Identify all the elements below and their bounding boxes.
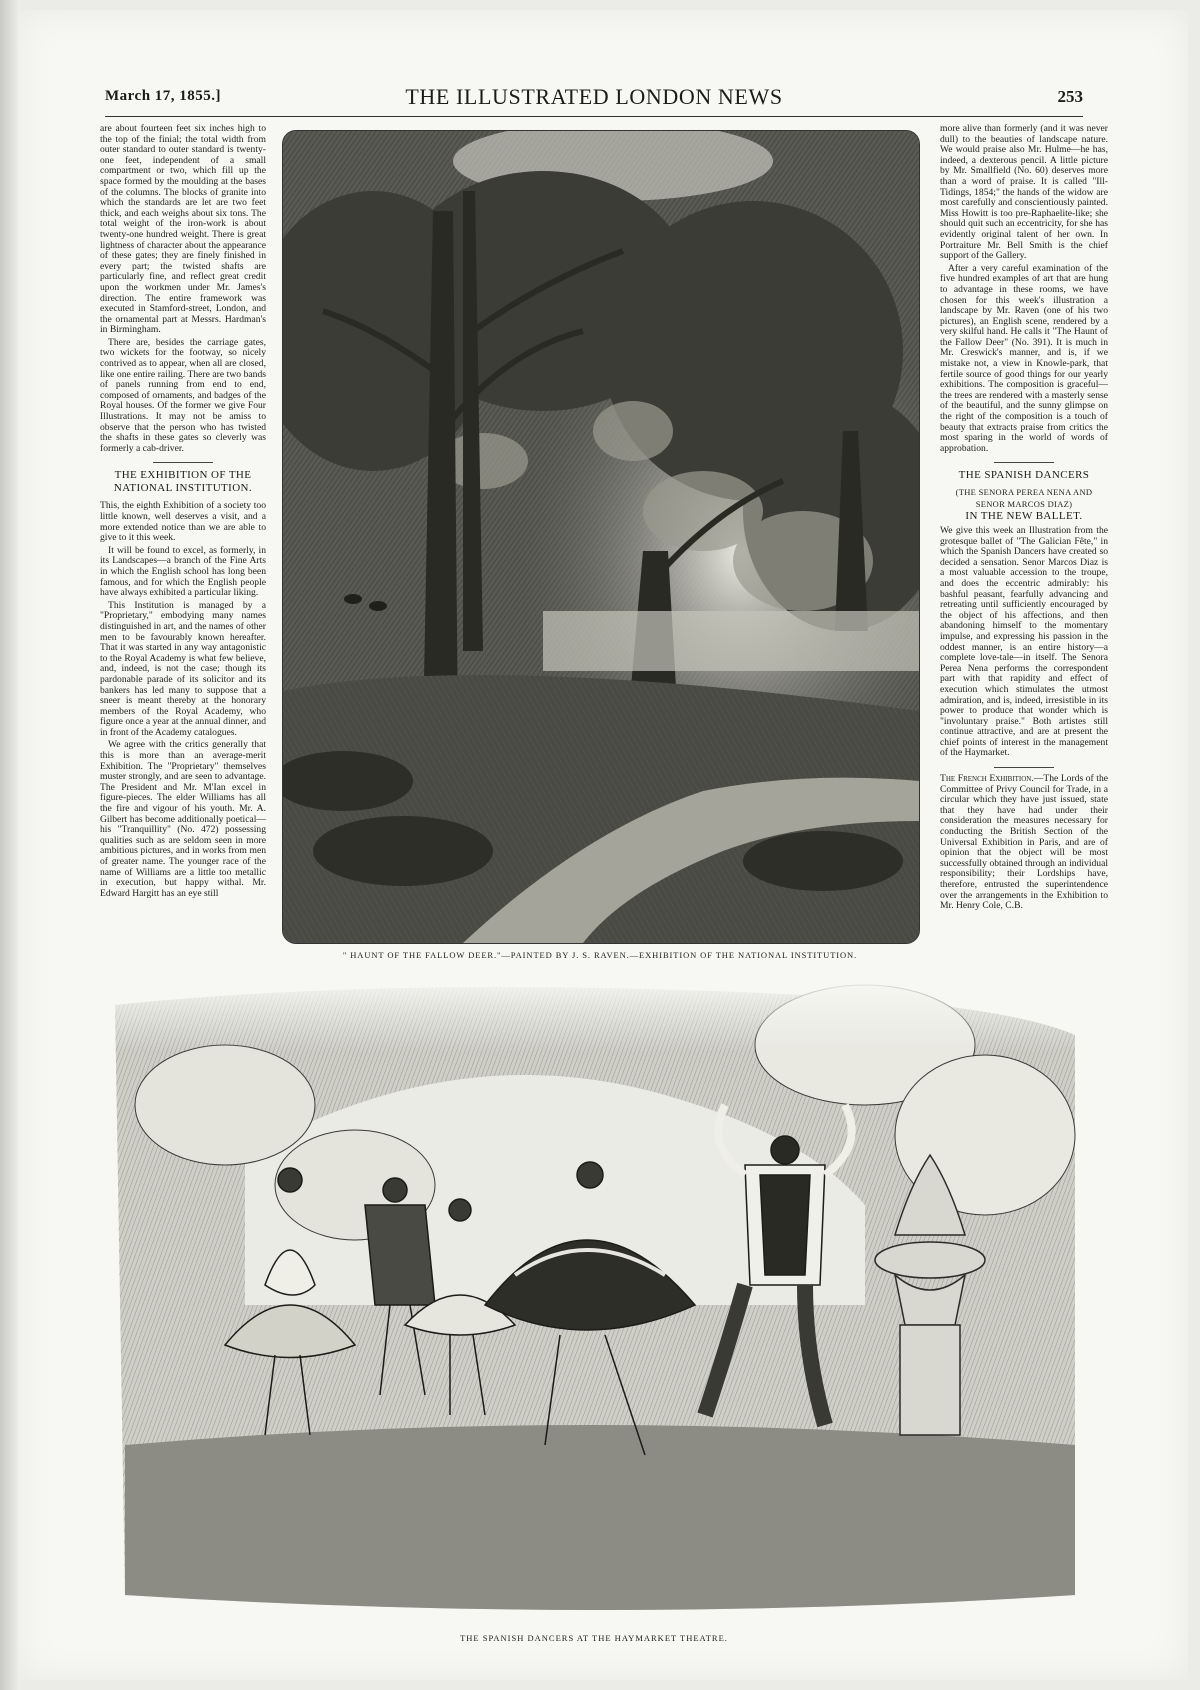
french-exhibition-body: —The Lords of the Committee of Privy Council for Trade, in a circular which they have just issued, state that they have had under their consideration the measures necessary for conducting the British Section of the Universal Exhibition in Paris, and are of opinion that the object will be most successfully obtained through an individual responsibility; their Lordships have, therefore, entrusted the superintendence over the arrangements in the Exhibition to Mr. Henry Cole, C.B. bbox=[940, 773, 1108, 912]
exhibition-paragraph-4: We agree with the critics generally that this is more than an average-merit Exhibition. The "Proprietary" themselves muster strongly, and are seen to advantage. The President and Mr. M'Ian excel in figure-pieces. The elder Williams has all the fire and vigour of his youth. Mr. A. Gilbert has become additionally poetical—his "Tranquillity" (No. 472) possessing qualities such as are seldom seen in more ambitious pictures, and in works from men of greater name. The younger race of the name of Williams are a little too metallic in execution, but happy withal. Mr. Edward Hargitt has an eye still bbox=[100, 739, 266, 899]
landscape-engraving bbox=[282, 130, 920, 944]
gates-paragraph-1: are about fourteen feet six inches high to the top of the finial; the total width from outer standard to outer standard is twenty-one feet, independent of a small compartment or two, which fill up the space formed by the moulding at the bases of the columns. The blocks of granite into which the standards are let are two feet thick, and each weighs about six tons. The total weight of the iron-work is about twenty-one hundred weight. There is great lightness of character about the appearance of these gates; they are finely finished in every part; the twisted shafts are particularly fine, and reflect great credit upon the workmen under Mr. James's direction. The entire framework was executed in Stamford-street, London, and the ornamental part at Messrs. Hardman's in Birmingham. bbox=[100, 123, 266, 336]
section-divider bbox=[153, 462, 213, 463]
left-text-column bbox=[100, 124, 266, 901]
exhibition-paragraph-2: It will be found to excel, as formerly, in its Landscapes—a branch of the Fine Arts in which the English school has long been famous, and for which the English people have always exhibited a particular liking. bbox=[100, 544, 266, 599]
dancers-subheading-1: (THE SENORA PEREA NENA AND bbox=[955, 487, 1093, 498]
french-exhibition-paragraph bbox=[940, 774, 1108, 912]
exhibition-heading-line2: NATIONAL INSTITUTION. bbox=[113, 482, 253, 495]
review-paragraph-1: more alive than formerly (and it was never dull) to the beauties of landscape nature. We would praise also Mr. Hulme—he has, indeed, a dexterous pencil. A little picture by Mr. Smallfield (No. 60) deserves more than a word of praise. It is called "Ill-Tidings, 1854;" the hands of the widow are most carefully and conscientiously painted. Miss Howitt is too pre-Raphaelite-like; she should quit such an eccentricity, for she has evidently original talent of her own. In Portraiture Mr. Bell Smith is the chief support of the Gallery. bbox=[940, 123, 1108, 262]
section-divider bbox=[994, 462, 1054, 463]
exhibition-heading-line1: THE EXHIBITION OF THE bbox=[114, 469, 252, 482]
gates-paragraph-2: There are, besides the carriage gates, two wickets for the footway, so nicely contrived as to appear, when all are closed, like one entire railing. There are two bands of panels running from end to end, composed of ornaments, and badges of the Royal houses. Of the former we give Four Illustrations. It may not be amiss to observe that the person who has twisted the shafts in these gates so cleverly was formerly a cab-driver. bbox=[100, 336, 266, 454]
exhibition-paragraph-3: This Institution is managed by a "Proprietary," embodying many names distinguished in art, and the names of other men to be favourably known hereafter. That it was started in any way antagonistic to the Royal Academy is what few believe, and, indeed, is not the case; though its pardonable parade of its solicitor and its bankers has led many to suppose that a sneer is meant thereby at the honorary members of the Royal Academy, who figure once a year at the annual dinner, and in front of the Academy catalogues. bbox=[100, 599, 266, 738]
masthead-title: THE ILLUSTRATED LONDON NEWS bbox=[405, 84, 783, 109]
page-header bbox=[105, 84, 1083, 117]
page-margin-edge bbox=[0, 0, 20, 1690]
dancers-subheading-3: IN THE NEW BALLET. bbox=[965, 510, 1083, 523]
review-paragraph-2: After a very careful examination of the five hundred examples of art that are hung to advantage in these rooms, we have chosen for this week's illustration a landscape by Mr. Raven (one of his two pictures), an English scene, rendered by a very skilful hand. He calls it "The Haunt of the Fallow Deer" (No. 391). It is much in Mr. Creswick's manner, and is, if we mistake not, a view in Knowle-park, that fertile source of good things for our yearly exhibitions. The composition is graceful—the trees are rendered with a masterly sense of the beautiful, and the sunny glimpse on the right of the composition is a touch of beauty that extracts praise from critics the most sparing in the world of words of approbation. bbox=[940, 262, 1108, 454]
dancers-paragraph: We give this week an Illustration from the grotesque ballet of "The Galician Fête," in which the Spanish Dancers have created so decided a sensation. Senor Marcos Diaz is a most valuable accession to the troupe, and does the eccentric admirably: his bashful peasant, fearfully advancing and retreating until sufficiently encouraged by the object of his affections, and then abandoning himself to the momentary impulse, and expressing his passion in the oddest manner, is an entire history—a complete love-tale—in itself. The Senora Perea Nena performs the correspondent part with that rapidity and effect of execution which stimulates the utmost admiration, and is, indeed, irresistible in its power to produce that wonder which is "involuntary praise." Both artistes still continue attractive, and are at present the chief points of interest in the management of the Haymarket. bbox=[940, 525, 1108, 759]
right-text-column bbox=[940, 124, 1108, 914]
page-number: 253 bbox=[1057, 87, 1083, 106]
header-date: March 17, 1855.] bbox=[105, 88, 222, 104]
exhibition-heading bbox=[100, 469, 266, 495]
spanish-dancers-engraving bbox=[105, 975, 1083, 1617]
dancers-subheading-2: SENOR MARCOS DIAZ) bbox=[975, 498, 1073, 509]
dancers-caption: THE SPANISH DANCERS AT THE HAYMARKET THEATRE. bbox=[460, 1633, 728, 1643]
dancers-heading: THE SPANISH DANCERS bbox=[958, 469, 1090, 482]
exhibition-paragraph-1: This, the eighth Exhibition of a society too little known, well deserves a visit, and a more extended notice than we are able to give to it this week. bbox=[100, 500, 266, 544]
french-exhibition-lead: The French Exhibition. bbox=[940, 773, 1034, 785]
landscape-caption: " HAUNT OF THE FALLOW DEER."—PAINTED BY J. S. RAVEN.—EXHIBITION OF THE NATIONAL INSTITUTION. bbox=[342, 950, 858, 960]
section-divider bbox=[994, 767, 1054, 768]
